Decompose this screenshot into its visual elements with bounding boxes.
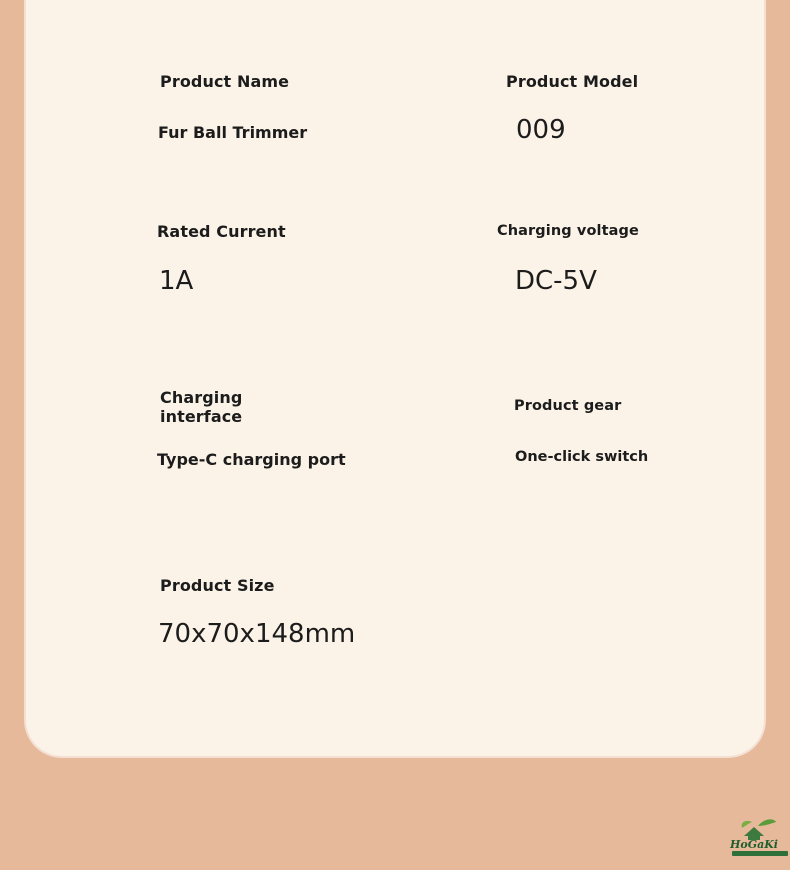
- product-name-value: Fur Ball Trimmer: [158, 123, 308, 142]
- product-name-label: Product Name: [160, 72, 290, 91]
- rated-current-value: 1A: [159, 266, 194, 296]
- product-model-value: 009: [516, 115, 566, 145]
- leaf-house-icon: [730, 816, 790, 840]
- charging-interface-label: Charging interface: [160, 388, 243, 426]
- spec-card: [26, 0, 764, 756]
- product-model-label: Product Model: [506, 72, 639, 91]
- logo-text: HoGaKi: [730, 838, 778, 851]
- brand-logo: [730, 816, 790, 860]
- rated-current-label: Rated Current: [157, 222, 286, 241]
- product-size-value: 70x70x148mm: [158, 619, 356, 649]
- charging-interface-value: Type-C charging port: [157, 450, 346, 469]
- logo-tagline-bar: [732, 851, 788, 856]
- product-gear-value: One-click switch: [515, 449, 649, 465]
- charging-voltage-value: DC-5V: [515, 266, 597, 296]
- product-size-label: Product Size: [160, 576, 275, 595]
- charging-voltage-label: Charging voltage: [497, 223, 639, 239]
- product-gear-label: Product gear: [514, 398, 622, 414]
